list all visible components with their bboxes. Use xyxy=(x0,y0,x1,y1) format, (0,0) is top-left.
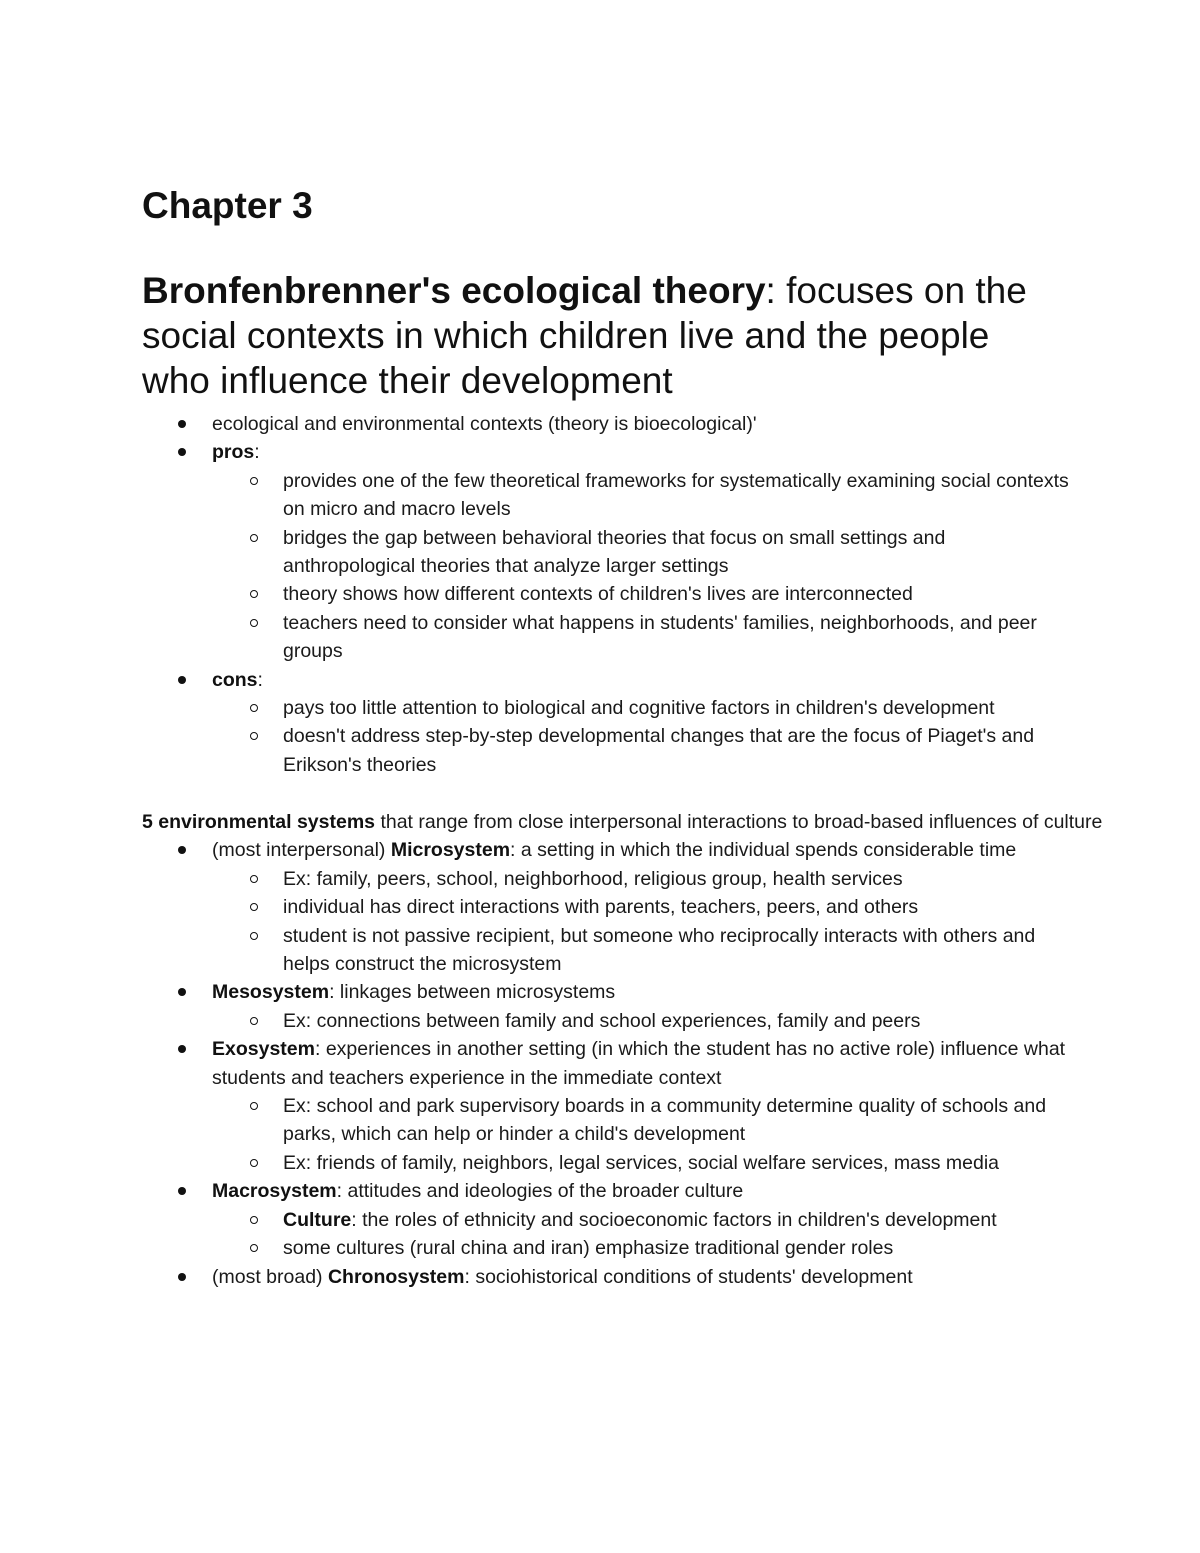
bullet-disc xyxy=(178,420,186,428)
list-item-text: Ex: friends of family, neighbors, legal services, social welfare services, mass media xyxy=(283,1151,999,1174)
systems-intro xyxy=(142,808,1142,836)
micro-name: Microsystem xyxy=(390,839,511,862)
systems-section xyxy=(142,808,1142,1291)
pros-sep: : xyxy=(254,441,260,464)
list-item-text: doesn't address step-by-step developmental changes that are the focus of Piaget's and Erikson's theories xyxy=(283,725,1035,776)
list-item-text: ecological and environmental contexts (theory is bioecological)' xyxy=(212,413,757,435)
bullet-circle xyxy=(250,1244,258,1252)
list-item-con xyxy=(142,722,1142,779)
bullet-circle xyxy=(250,732,258,740)
chrono-prefix: (most broad) xyxy=(212,1265,328,1288)
list-item-pro xyxy=(142,524,1142,581)
bullet-disc xyxy=(178,448,186,456)
chapter-title: Chapter 3 xyxy=(142,185,313,226)
bullet-circle xyxy=(250,1159,258,1167)
macro-name: Macrosystem xyxy=(212,1180,337,1203)
list-item-micro-detail xyxy=(142,922,1142,979)
list-item-text: bridges the gap between behavioral theories that focus on small settings and anthropological theories that analyze larger settings xyxy=(283,526,946,578)
list-item-text: student is not passive recipient, but someone who reciprocally interacts with others and helps construct the microsystem xyxy=(283,924,1036,976)
list-item-text: provides one of the few theoretical frameworks for systematically examining social contexts on micro and macro levels xyxy=(283,469,1069,521)
micro-desc: : a setting in which the individual spends considerable time xyxy=(510,839,1017,862)
bullet-circle xyxy=(250,619,258,627)
systems-list xyxy=(142,836,1142,1291)
chrono-name: Chronosystem xyxy=(327,1265,465,1288)
theory-heading xyxy=(142,268,1062,403)
list-item-text: some cultures (rural china and iran) emphasize traditional gender roles xyxy=(283,1237,894,1260)
list-item-exo-detail xyxy=(142,1149,1142,1177)
cons-label: cons xyxy=(212,668,258,691)
list-item-pro xyxy=(142,609,1142,666)
list-item-pros xyxy=(142,438,1142,466)
bullet-circle xyxy=(250,1017,258,1025)
bullet-circle xyxy=(250,477,258,485)
exo-desc: : experiences in another setting (in which the student has no active role) influence what students and teachers experience in the immediate context xyxy=(212,1038,1066,1089)
list-item-con xyxy=(142,694,1142,722)
bullet-circle xyxy=(250,590,258,598)
meso-desc: : linkages between microsystems xyxy=(329,981,616,1004)
bullet-circle xyxy=(250,534,258,542)
chrono-desc: : sociohistorical conditions of students' development xyxy=(464,1265,913,1288)
list-item-macro-detail xyxy=(142,1206,1142,1234)
list-item-exosystem xyxy=(142,1035,1142,1092)
list-item-text: theory shows how different contexts of children's lives are interconnected xyxy=(283,583,913,606)
bullet-circle xyxy=(250,704,258,712)
list-item-micro-detail xyxy=(142,865,1142,893)
theory-overview-list xyxy=(142,410,1142,779)
cons-sep: : xyxy=(257,668,263,691)
list-item-meso-detail xyxy=(142,1007,1142,1035)
bullet-disc xyxy=(178,676,186,684)
list-item-text: Ex: school and park supervisory boards in a community determine quality of schools and parks, which can help or hinder a child's development xyxy=(283,1095,1047,1146)
list-item-pro xyxy=(142,467,1142,524)
theory-term: Bronfenbrenner's ecological theory xyxy=(142,270,766,311)
bullet-circle xyxy=(250,875,258,883)
bullet-circle xyxy=(250,903,258,911)
list-item-text: Ex: connections between family and school experiences, family and peers xyxy=(283,1009,921,1032)
list-item-text: Ex: family, peers, school, neighborhood, religious group, health services xyxy=(283,867,903,890)
bullet-disc xyxy=(178,1045,186,1053)
pros-label: pros xyxy=(212,441,255,464)
bullet-circle xyxy=(250,932,258,940)
list-item-microsystem xyxy=(142,836,1142,864)
list-item-micro-detail xyxy=(142,893,1142,921)
bullet-disc xyxy=(178,988,186,996)
meso-name: Mesosystem xyxy=(212,981,330,1004)
exo-name: Exosystem xyxy=(212,1038,315,1061)
list-item-pro xyxy=(142,580,1142,608)
micro-prefix: (most interpersonal) xyxy=(212,839,391,862)
theory-definition: : focuses on the social contexts in which children live and the people who influence their development xyxy=(142,270,1027,401)
bullet-disc xyxy=(178,1187,186,1195)
bullet-circle xyxy=(250,1102,258,1110)
macro-desc: : attitudes and ideologies of the broader culture xyxy=(336,1180,744,1203)
bullet-disc xyxy=(178,846,186,854)
list-item-macrosystem xyxy=(142,1177,1142,1205)
bullet-circle xyxy=(250,1216,258,1224)
list-item-chronosystem xyxy=(142,1263,1142,1291)
systems-intro-rest: that range from close interpersonal interactions to broad-based influences of culture xyxy=(375,811,1103,833)
list-item-exo-detail xyxy=(142,1092,1142,1149)
culture-term: Culture xyxy=(283,1208,352,1231)
bullet-disc xyxy=(178,1273,186,1281)
list-item-text: individual has direct interactions with parents, teachers, peers, and others xyxy=(283,896,919,919)
list-item-mesosystem xyxy=(142,978,1142,1006)
list-item-context xyxy=(142,410,1142,438)
list-item-text: pays too little attention to biological and cognitive factors in children's development xyxy=(283,697,995,720)
systems-intro-bold: 5 environmental systems xyxy=(142,811,376,833)
list-item-macro-detail xyxy=(142,1234,1142,1262)
culture-desc: : the roles of ethnicity and socioeconomic factors in children's development xyxy=(351,1208,997,1231)
list-item-text: teachers need to consider what happens in students' families, neighborhoods, and peer groups xyxy=(283,611,1037,663)
list-item-cons xyxy=(142,666,1142,694)
